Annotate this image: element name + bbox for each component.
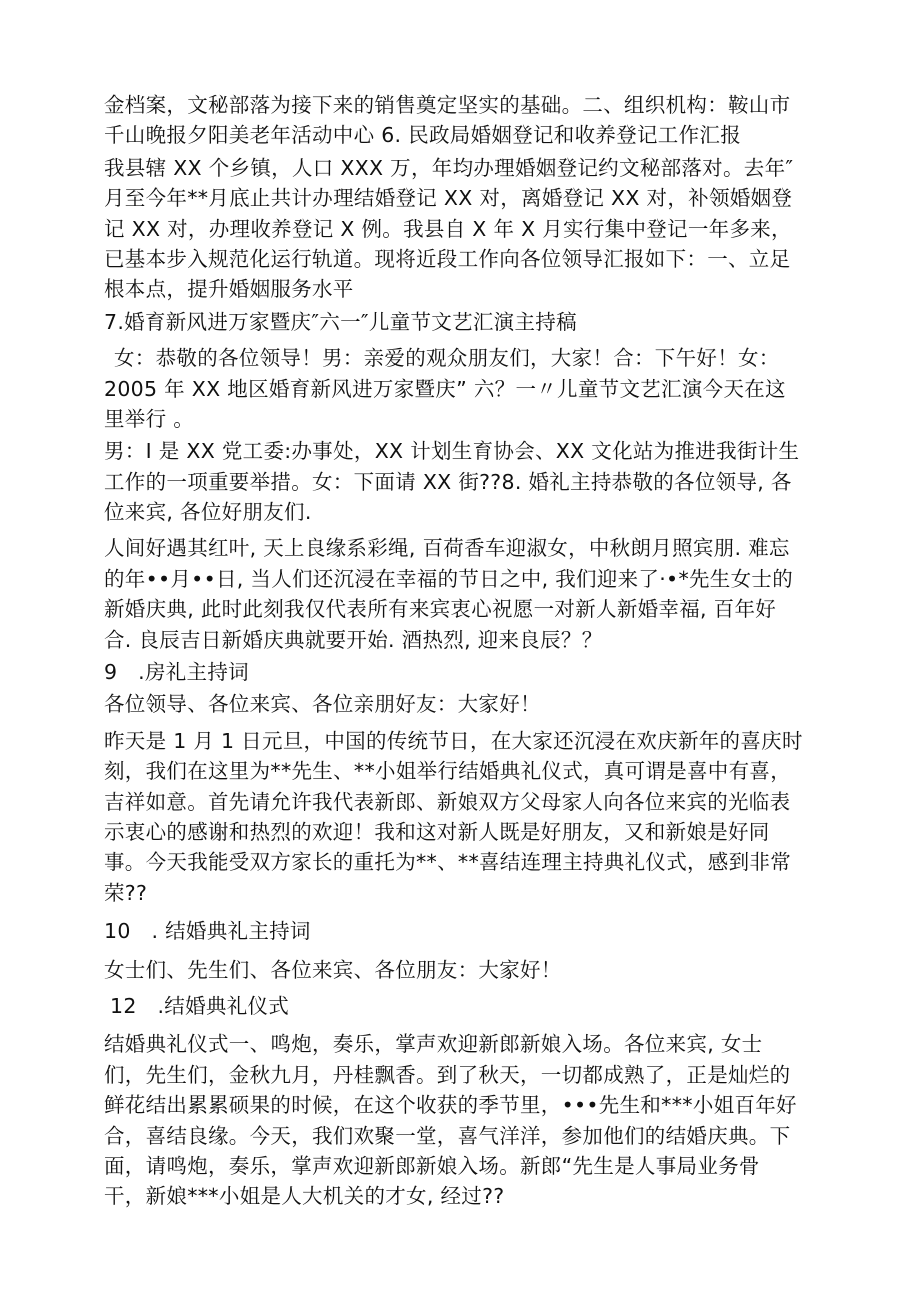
text-line: 事。今天我能受双方家长的重托为**、**喜结连理主持典礼仪式，感到非常 [104, 850, 791, 875]
section-heading: 7.婚育新风进万家暨庆″六一″儿童节文艺汇演主持稿 [104, 309, 577, 334]
text-line: 吉祥如意。首先请允许我代表新郎、新娘双方父母家人向各位来宾的光临表 [104, 789, 791, 814]
text-line: 鲜花结出累累硕果的时候，在这个收获的季节里，•••先生和***小姐百年好 [104, 1093, 797, 1118]
text-line: 各位领导、各位来宾、各位亲朋好友：大家好！ [104, 692, 541, 717]
section-heading: 12 .结婚典礼仪式 [110, 993, 290, 1018]
text-line: 女士们、先生们、各位来宾、各位朋友：大家好！ [104, 957, 562, 982]
text-line: 里举行 。 [104, 406, 195, 431]
text-line: 月至今年**月底止共计办理结婚登记 XX 对，离婚登记 XX 对，补领婚姻登 [104, 186, 793, 211]
text-line: 示衷心的感谢和热烈的欢迎！我和这对新人既是好朋友，又和新娘是好同 [104, 819, 770, 844]
text-line: 昨天是 1 月 1 日元旦，中国的传统节日，在大家还沉浸在欢庆新年的喜庆时 [104, 728, 803, 753]
text-line: 合，喜结良缘。今天，我们欢聚一堂，喜气洋洋，参加他们的结婚庆典。下 [104, 1123, 791, 1148]
section-heading: 9 .房礼主持词 [104, 660, 249, 685]
text-line: 结婚典礼仪式一、鸣炮，奏乐，掌声欢迎新郎新娘入场。各位来宾, 女士 [104, 1032, 763, 1057]
text-line: 千山晚报夕阳美老年活动中心 6. 民政局婚姻登记和收养登记工作汇报 [104, 123, 741, 148]
text-line: 人间好遇其红叶, 天上良缘系彩绳, 百荷香车迎淑女，中秋朗月照宾朋. 难忘 [104, 536, 790, 561]
text-line: 根本点，提升婚姻服务水平 [104, 277, 354, 302]
document-body [104, 90, 820, 1212]
text-line: 面，请鸣炮，奏乐，掌声欢迎新郎新娘入场。新郎“先生是人事局业务骨 [104, 1153, 760, 1178]
text-line: 女：恭敬的各位领导！男：亲爱的观众朋友们，大家！合：下午好！女： [114, 346, 780, 371]
text-line: 金档案，文秘部落为接下来的销售奠定坚实的基础。二、组织机构：鞍山市 [104, 93, 791, 117]
text-line: 们，先生们，金秋九月，丹桂飘香。到了秋天，一切都成熟了，正是灿烂的 [104, 1062, 791, 1087]
text-line: 2005 年 XX 地区婚育新风进万家暨庆” 六？一〃儿童节文艺汇演今天在这 [104, 376, 786, 401]
text-line: 已基本步入规范化运行轨道。现将近段工作向各位领导汇报如下：一、立足 [104, 246, 791, 271]
text-line: 干，新娘***小姐是人大机关的才女, 经过?? [104, 1184, 505, 1209]
text-line: 记 XX 对，办理收养登记 X 例。我县自 X 年 X 月实行集中登记一年多来， [104, 216, 792, 241]
text-line: 刻，我们在这里为**先生、**小姐举行结婚典礼仪式，真可谓是喜中有喜， [104, 759, 791, 784]
text-line: 男：I 是 XX 党工委:办事处，XX 计划生育协会、XX 文化站为推进我街计生 [104, 439, 800, 464]
text-line: 工作的一项重要举措。女：下面请 XX 街??8. 婚礼主持恭敬的各位领导, 各 [104, 469, 792, 494]
text-line: 的年••月••日, 当人们还沉浸在幸福的节日之中, 我们迎来了·•*先生女士的 [104, 566, 793, 591]
section-heading: 10 . 结婚典礼主持词 [104, 919, 311, 944]
text-line: 合. 良辰吉日新婚庆典就要开始. 酒热烈, 迎来良辰？？ [104, 627, 603, 652]
text-line: 位来宾, 各位好朋友们. [104, 500, 312, 525]
text-line: 荣?? [104, 880, 148, 905]
text-line: 我县辖 XX 个乡镇，人口 XXX 万，年均办理婚姻登记约文秘部落对。去年″ [104, 155, 794, 180]
text-line: 新婚庆典, 此时此刻我仅代表所有来宾衷心祝愿一对新人新婚幸福, 百年好 [104, 597, 777, 622]
